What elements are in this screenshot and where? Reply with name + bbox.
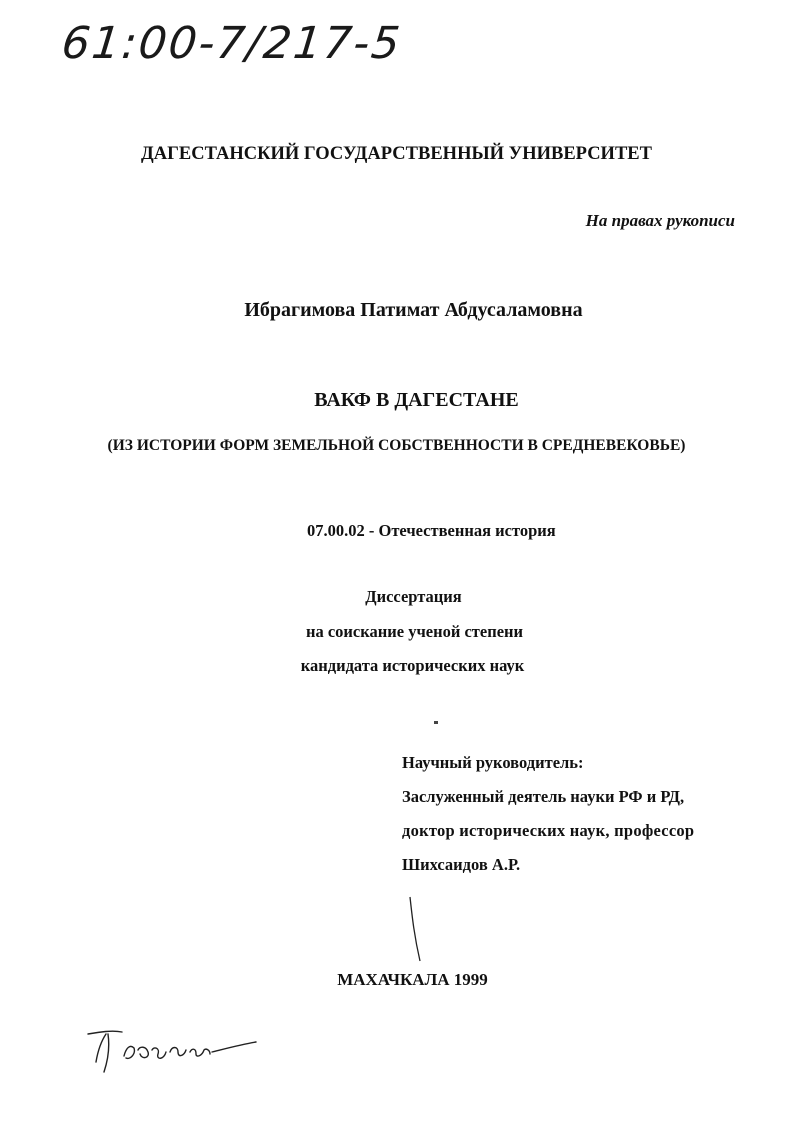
supervisor-name: Шихсаидов А.Р.	[402, 855, 521, 874]
degree-purpose: на соискание ученой степени	[305, 622, 524, 641]
specialty-code: 07.00.02 - Отечественная история	[307, 521, 556, 540]
supervisor-degree: доктор исторических наук, профессор	[402, 821, 695, 840]
handwritten-signature	[78, 1020, 258, 1082]
supervisor-heading: Научный руководитель:	[402, 753, 584, 772]
university-name: ДАГЕСТАНСКИЙ ГОСУДАРСТВЕННЫЙ УНИВЕРСИТЕТ	[141, 144, 652, 164]
scan-speck	[434, 721, 438, 724]
degree-name: кандидата исторических наук	[300, 656, 525, 675]
dissertation-title: ВАКФ В ДАГЕСТАНЕ	[314, 389, 519, 411]
supervisor-honor: Заслуженный деятель науки РФ и РД,	[402, 787, 685, 806]
author-name: Ибрагимова Патимат Абдусаламовна	[244, 299, 583, 321]
rights-note: На правах рукописи	[585, 211, 735, 230]
pen-stroke-mark	[408, 895, 422, 963]
city-year: МАХАЧКАЛА 1999	[337, 970, 488, 989]
archive-number-handwritten: 61:00-7/217-5	[59, 18, 405, 69]
dissertation-label: Диссертация	[365, 587, 462, 606]
dissertation-subtitle: (ИЗ ИСТОРИИ ФОРМ ЗЕМЕЛЬНОЙ СОБСТВЕННОСТИ В СРЕДНЕВЕКОВЬЕ)	[107, 437, 686, 454]
